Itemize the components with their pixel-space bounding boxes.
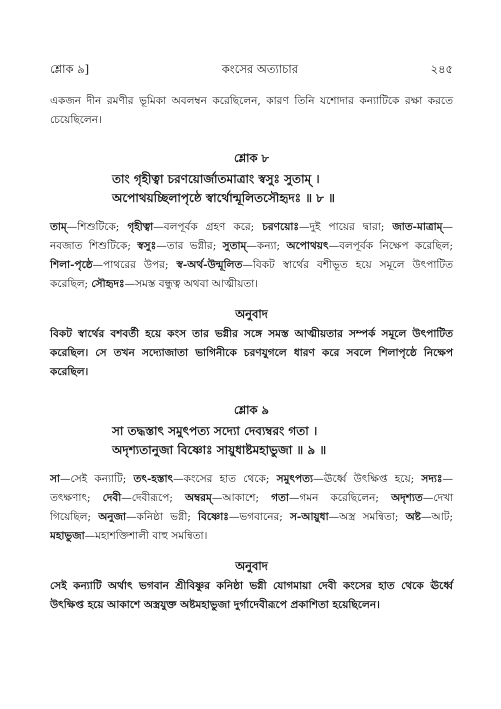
verse-9-synonyms: সা—সেই কন্যাটি; তৎ-হস্তাৎ—কংসের হাত থেকে; সমুৎপত্য—ঊর্ধ্বে উৎক্ষিপ্ত হয়ে; সদ্যঃ—তৎক্ষণাৎ; দেবী—দেবীরূপে; অম্বরম্—আকাশে; গতা—গমন করেছিলেন; অদৃশ্যত—দেখা গিয়েছিল; অনুজা—কনিষ্ঠা ভগ্নী; বিষ্ণোঃ—ভগবানের; স-আয়ুধা—অস্ত্র সমন্বিতা; অষ্ট—আট; মহাভুজা—মহাশক্তিশালী বাহু সমন্বিতা। [50, 473, 454, 542]
synonym-word: স্ব-অর্থ-উন্মূলিত [176, 259, 243, 271]
verse-8-heading: শ্লোক ৮ [233, 151, 270, 165]
synonym-word: দেবী [102, 492, 122, 504]
synonym-word: সৌহৃদঃ [91, 278, 125, 290]
synonym-meaning: মহাশক্তিশালী বাহু সমন্বিতা। [95, 530, 208, 542]
synonym-word: সুতাম্ [222, 240, 247, 252]
synonym-word: অনুজা [98, 511, 127, 523]
verse-9-heading: শ্লোক ৯ [233, 403, 270, 417]
synonym-meaning: সমস্ত বন্ধুত্ব অথবা আত্মীয়তা। [135, 278, 259, 290]
synonym-word: তাম্ [50, 221, 67, 233]
verse-8-line-1: তাং গৃহীত্বা চরণয়োর্জাতমাত্রাং স্বসুঃ সুতাম্ । [112, 172, 320, 186]
verse-9-translation-heading: অনুবাদ [235, 559, 268, 573]
header-chapter-title: কংসের অত্যাচার [221, 62, 299, 76]
synonym-word: অষ্ট [405, 511, 421, 523]
synonym-meaning: শিশুটিকে; [77, 221, 120, 233]
synonym-word: অদৃশ্যত [391, 492, 423, 504]
synonym-meaning: তার ভগ্নীর; [166, 240, 217, 252]
running-header [50, 62, 453, 76]
synonym-meaning: ভগবানের; [239, 511, 283, 523]
verse-8-block [50, 150, 453, 382]
page-number: ২৪৫ [430, 62, 453, 76]
synonym-meaning: অস্ত্র সমন্বিতা; [339, 511, 399, 523]
synonym-meaning: পাথরের উপর; [103, 259, 169, 271]
synonym-meaning: কংসের হাত থেকে; [183, 473, 270, 485]
synonym-word: চরণয়োঃ [262, 221, 300, 233]
synonym-meaning: কনিষ্ঠা ভগ্নী; [136, 511, 191, 523]
synonym-word: তৎ-হস্তাৎ [133, 473, 174, 485]
synonym-meaning: সেই কন্যাটি; [70, 473, 127, 485]
synonym-meaning: কন্যা; [256, 240, 281, 252]
synonym-word: অম্বরম্ [184, 492, 212, 504]
synonym-word: গৃহীত্বা [127, 221, 154, 233]
synonym-word: সা [50, 473, 60, 485]
header-verse-ref: শ্লোক ৯] [50, 62, 90, 76]
verse-8-translation: বিকট স্বার্থের বশবর্তী হয়ে কংস তার ভগ্নীর সঙ্গে সমস্ত আত্মীয়তার সম্পর্ক সমূলে উৎপাটিত করেছিল। সে তখন সদ্যোজাতা ভাগিনীকে চরণযুগলে ধারণ করে সবলে শিলাপৃষ্ঠে নিক্ষেপ করেছিল। [50, 328, 453, 378]
intro-paragraph: একজন দীন রমণীর ভূমিকা অবলম্বন করেছিলেন, কারণ তিনি যশোদার কন্যাটিকে রক্ষা করতে চেয়েছিলেন। [50, 95, 453, 126]
synonym-meaning: বলপূর্বক নিক্ষেপ করেছিল; [339, 240, 454, 252]
synonym-meaning: বিকট স্বার্থের বশীভূত হয়ে সমূলে উৎপাটিত করেছিল; [50, 259, 454, 290]
verse-8-translation-heading: অনুবাদ [235, 307, 268, 321]
synonym-word: অপোথয়ৎ [286, 240, 329, 252]
synonym-word: মহাভুজা [50, 530, 85, 542]
synonym-meaning: তৎক্ষণাৎ; [50, 492, 91, 504]
synonym-word: স-আয়ুধা [289, 511, 329, 523]
synonym-meaning: ঊর্ধ্বে উৎক্ষিপ্ত হয়ে; [323, 473, 415, 485]
synonym-meaning: বলপূর্বক গ্রহণ করে; [163, 221, 255, 233]
synonym-word: স্বসুঃ [137, 240, 157, 252]
synonym-word: সমুৎপত্য [276, 473, 314, 485]
synonym-meaning: দেবীরূপে; [131, 492, 173, 504]
synonym-meaning: নবজাত শিশুটিকে; [50, 240, 131, 252]
synonym-word: গতা [271, 492, 289, 504]
synonym-meaning: আট; [431, 511, 453, 523]
verse-9-line-2: অদৃশ্যতানুজা বিষ্ণোঃ সায়ুধাষ্টমহাভুজা ॥ ৯ ॥ [112, 443, 327, 457]
synonym-word: জাত-মাত্রাম্ [392, 221, 443, 233]
verse-9-translation: সেই কন্যাটি অর্থাৎ ভগবান শ্রীবিষ্ণুর কনিষ্ঠা ভগ্নী যোগমায়া দেবী কংসের হাত থেকে ঊর্ধ্বে উৎক্ষিপ্ত হয়ে আকাশে অস্ত্রযুক্ত অষ্টমহাভুজা দুর্গাদেবীরূপে প্রকাশিতা হয়েছিলেন। [50, 580, 453, 611]
synonym-meaning: দুই পায়ের দ্বারা; [309, 221, 385, 233]
verse-9-line-1: সা তদ্ধস্তাৎ সমুৎপত্য সদ্যো দেব্যম্বরং গতা । [112, 424, 318, 438]
verse-8-line-2: অপোথয়চ্ছিলাপৃষ্ঠে স্বার্থোন্মূলিতসৌহৃদঃ ॥ ৮ ॥ [112, 191, 335, 205]
synonym-meaning: দেখা গিয়েছিল; [50, 492, 454, 523]
synonym-meaning: গমন করেছিলেন; [299, 492, 379, 504]
verse-9-block [50, 402, 453, 615]
synonym-word: শিলা-পৃষ্ঠে [50, 259, 93, 271]
verse-8-synonyms: তাম্—শিশুটিকে; গৃহীত্বা—বলপূর্বক গ্রহণ করে; চরণয়োঃ—দুই পায়ের দ্বারা; জাত-মাত্রাম্—নবজাত শিশুটিকে; স্বসুঃ—তার ভগ্নীর; সুতাম্—কন্যা; অপোথয়ৎ—বলপূর্বক নিক্ষেপ করেছিল; শিলা-পৃষ্ঠে—পাথরের উপর; স্ব-অর্থ-উন্মূলিত—বিকট স্বার্থের বশীভূত হয়ে সমূলে উৎপাটিত করেছিল; সৌহৃদঃ—সমস্ত বন্ধুত্ব অথবা আত্মীয়তা। [50, 221, 454, 290]
synonym-word: বিষ্ণোঃ [198, 511, 229, 523]
synonym-meaning: আকাশে; [222, 492, 259, 504]
synonym-word: সদ্যঃ [421, 473, 443, 485]
